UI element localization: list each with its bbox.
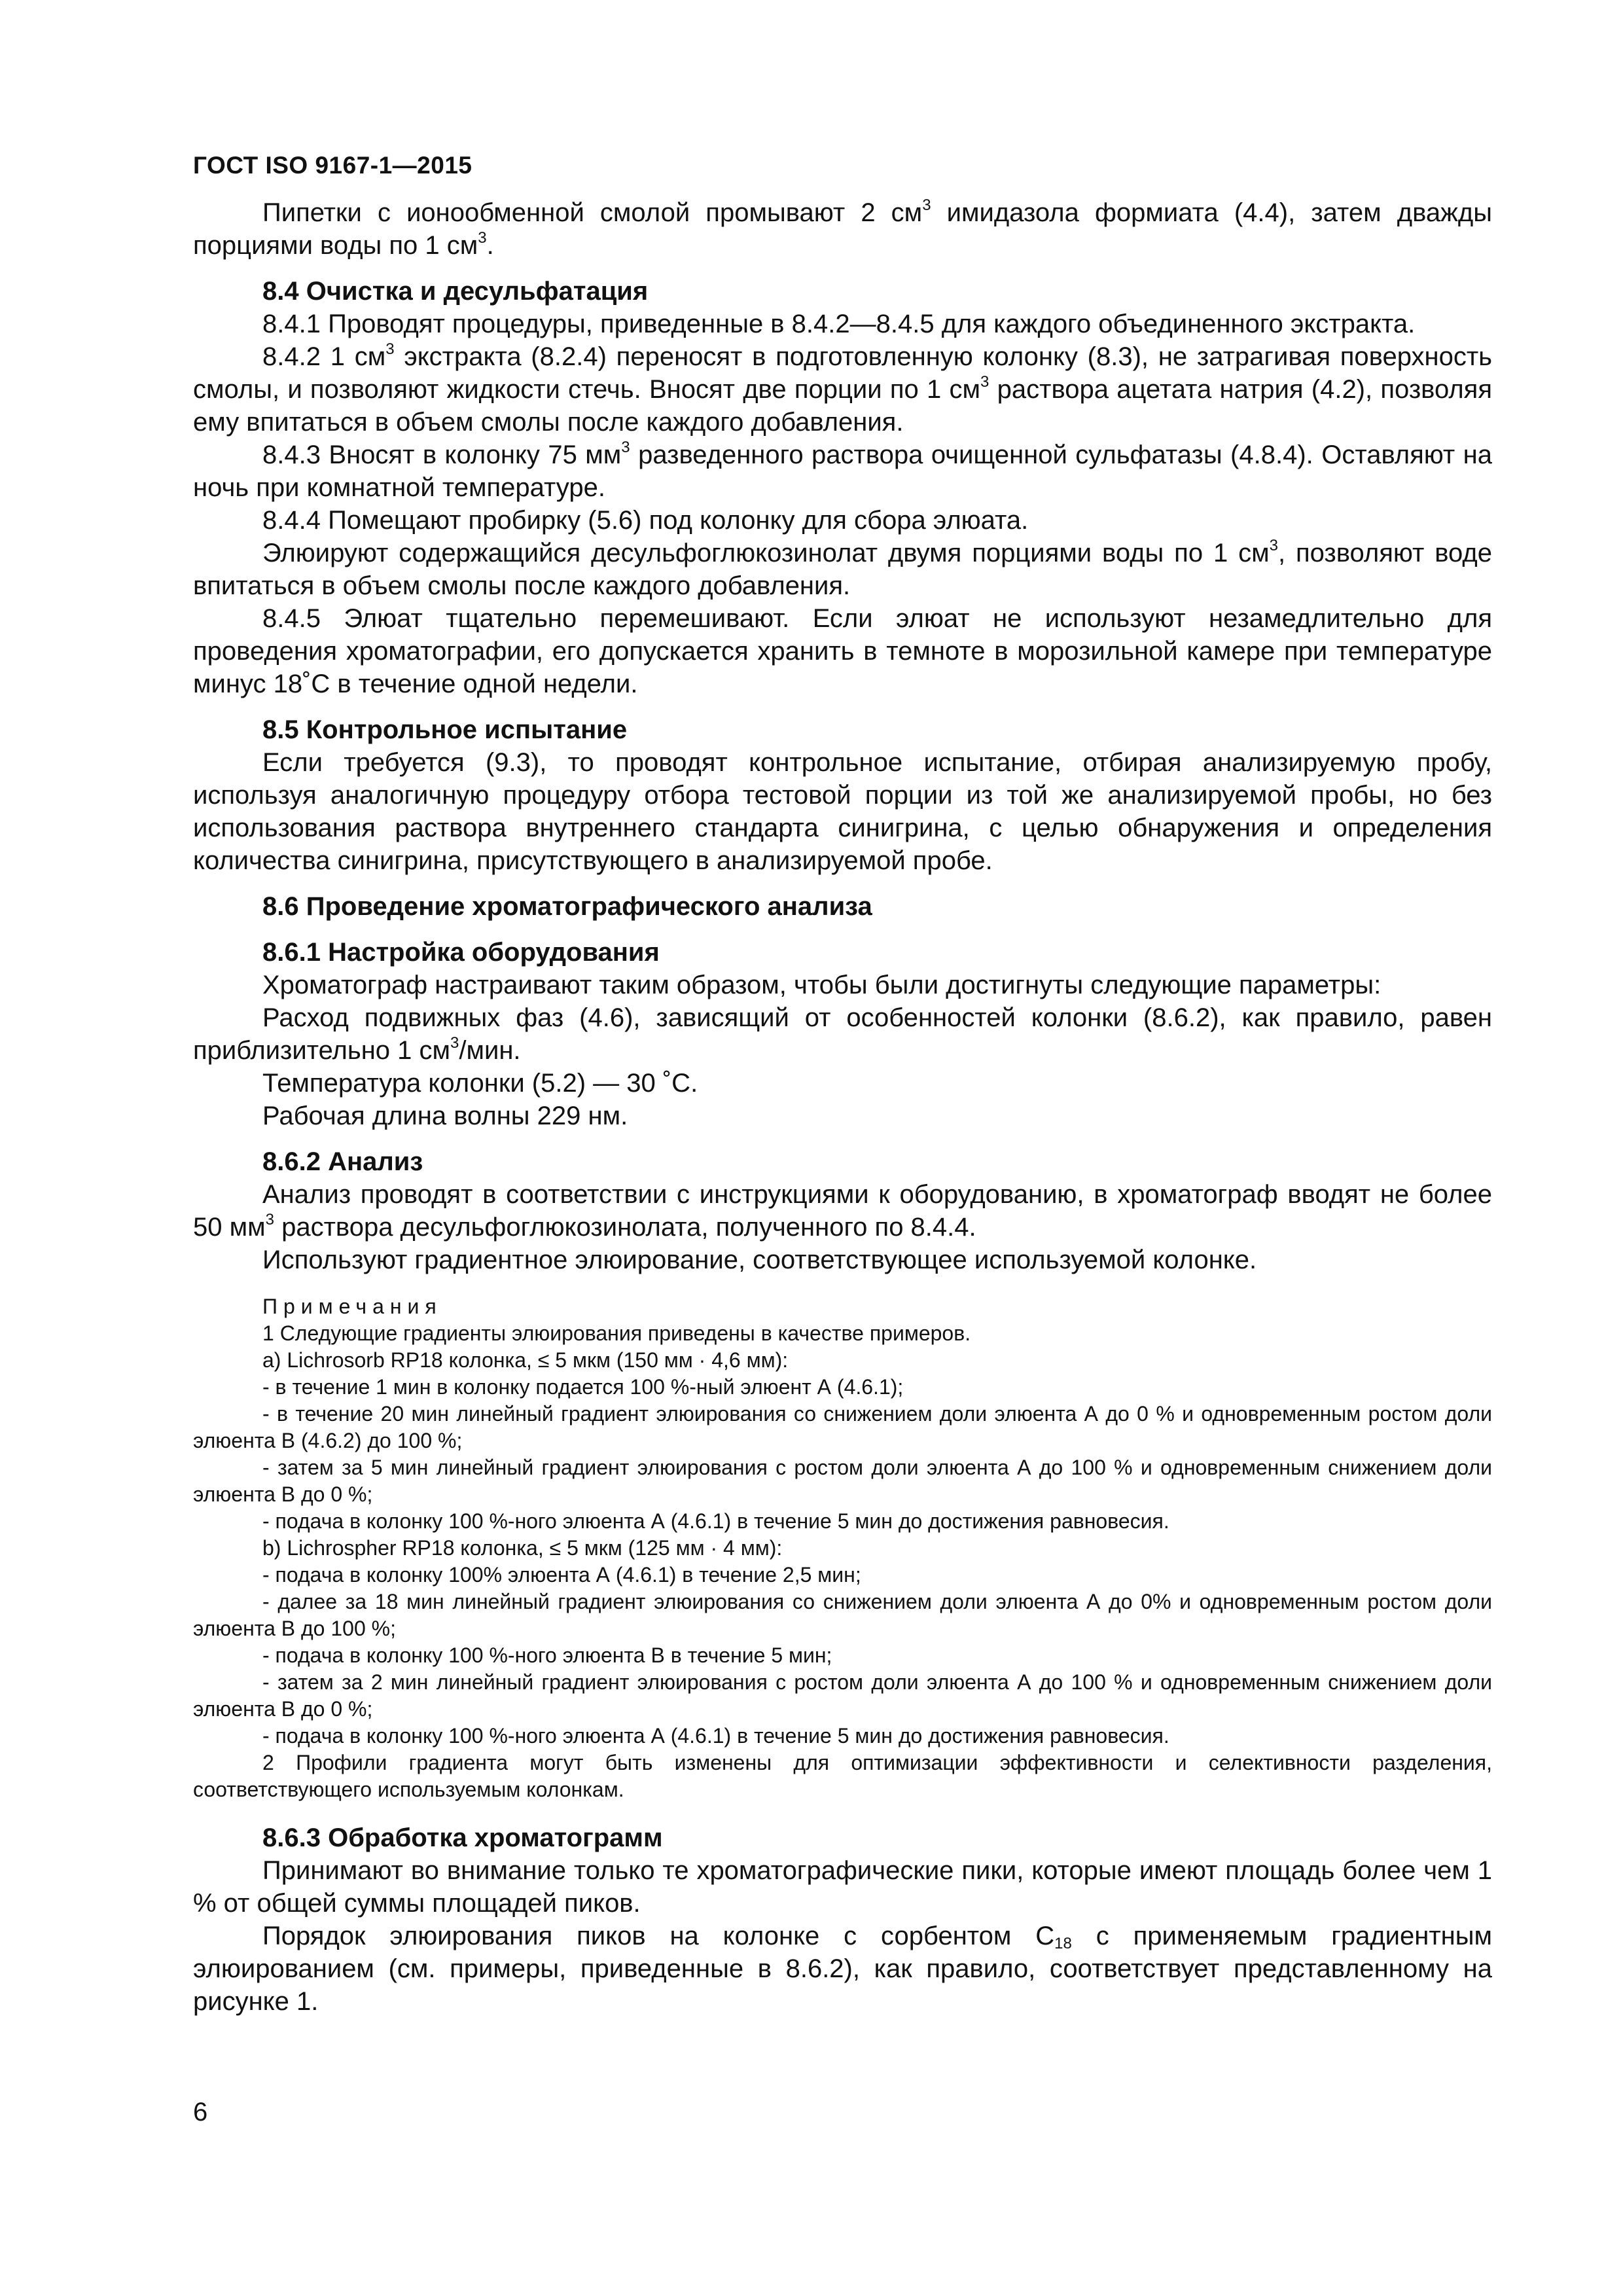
notes-title: Примечания	[262, 1295, 442, 1318]
paragraph-8-6-1-intro: Хроматограф настраивают таким образом, чтобы были достигнуты следующие параметры:	[262, 971, 1382, 999]
note-line: - подача в колонку 100 %-ного элюента В в течение 5 мин;	[262, 1643, 832, 1667]
paragraph-column-temp: Температура колонки (5.2) — 30 ˚С.	[262, 1069, 698, 1098]
section-8-6-2-heading: 8.6.2 Анализ	[262, 1147, 423, 1176]
paragraph-8-4-4: 8.4.4 Помещают пробирку (5.6) под колонку для сбора элюата.	[262, 506, 1029, 535]
paragraph-8-4-5: 8.4.5 Элюат тщательно перемешивают. Если элюат не используют незамедлительно для проведения хроматографии, его допускается хранить в темноте в морозильной камере при температуре минус 18˚С в течение одной недели.	[193, 604, 1492, 698]
document-body	[193, 196, 1492, 2018]
notes-block	[193, 1293, 1492, 1803]
paragraph-elution-order: Порядок элюирования пиков на колонке с сорбентом $С_{18}$ с применяемым градиентным элюированием (см. примеры, приведенные в 8.6.2), как правило, соответствует представленному на рисунке 1.	[193, 1922, 1493, 2016]
note-line: - подача в колонку 100 %-ного элюента А (4.6.1) в течение 5 мин до достижения равновесия.	[262, 1724, 1169, 1748]
note-line: 2 Профили градиента могут быть изменены для оптимизации эффективности и селективности разделения, соответствующего используемым колонкам.	[193, 1751, 1492, 1801]
paragraph-8-4-3: 8.4.3 Вносят в колонку 75 $мм^3$ разведенного раствора очищенной сульфатазы (4.8.4). Оставляют на ночь при комнатной температуре.	[193, 439, 1492, 502]
note-line: - подача в колонку 100 %-ного элюента А (4.6.1) в течение 5 мин до достижения равновесия.	[262, 1509, 1169, 1533]
note-line: - в течение 20 мин линейный градиент элюирования со снижением доли элюента А до 0 % и одновременным ростом доли элюента В (4.6.2) до 100 %;	[193, 1402, 1492, 1452]
note-line: b) Lichrospher RP18 колонка, ≤ 5 мкм (125 мм · 4 мм):	[262, 1536, 783, 1560]
paragraph-wavelength: Рабочая длина волны 229 нм.	[262, 1102, 628, 1130]
paragraph-flow-rate: Расход подвижных фаз (4.6), зависящий от особенностей колонки (8.6.2), как правило, равен приблизительно 1 $см^3$/мин.	[193, 1003, 1492, 1065]
paragraph-analysis: Анализ проводят в соответствии с инструкциями к оборудованию, в хроматограф вводят не более 50 $мм^3$ раствора десульфоглюкозинолата, полученного по 8.4.4.	[193, 1180, 1492, 1242]
note-line: - затем за 2 мин линейный градиент элюирования с ростом доли элюента А до 100 % и одновременным снижением доли элюента В до 0 %;	[193, 1670, 1492, 1721]
section-8-6-1-heading: 8.6.1 Настройка оборудования	[262, 938, 660, 967]
section-8-4-heading: 8.4 Очистка и десульфатация	[262, 277, 649, 306]
paragraph-8-6-3-peaks: Принимают во внимание только те хроматографические пики, которые имеют площадь более чем 1 % от общей суммы площадей пиков.	[193, 1856, 1492, 1918]
paragraph-8-5: Если требуется (9.3), то проводят контрольное испытание, отбирая анализируемую пробу, используя аналогичную процедуру отбора тестовой порции из той же анализируемой пробы, но без использования раствора внутреннего стандарта синигрина, с целью обнаружения и определения количества синигрина, присутствующего в анализируемой пробе.	[193, 748, 1492, 875]
section-8-5-heading: 8.5 Контрольное испытание	[262, 715, 628, 744]
paragraph-gradient: Используют градиентное элюирование, соответствующее используемой колонке.	[262, 1246, 1257, 1274]
section-8-6-heading: 8.6 Проведение хроматографического анализа	[262, 892, 872, 921]
note-line: - затем за 5 мин линейный градиент элюирования с ростом доли элюента А до 100 % и одновременным снижением доли элюента В до 0 %;	[193, 1456, 1492, 1506]
section-8-6-3-heading: 8.6.3 Обработка хроматограмм	[262, 1823, 663, 1852]
paragraph-8-4-2: 8.4.2 1 $см^3$ экстракта (8.2.4) переносят в подготовленную колонку (8.3), не затрагивая поверхность смолы, и позволяют жидкости стечь. Вносят две порции по 1 $см^3$ раствора ацетата натрия (4.2), позволяя ему впитаться в объем смолы после каждого добавления.	[193, 340, 1493, 437]
note-line: 1 Следующие градиенты элюирования приведены в качестве примеров.	[262, 1321, 971, 1345]
paragraph-8-4-1: 8.4.1 Проводят процедуры, приведенные в 8.4.2—8.4.5 для каждого объединенного экстракта.	[262, 310, 1416, 338]
note-line: - в течение 1 мин в колонку подается 100 %-ный элюент А (4.6.1);	[262, 1375, 904, 1399]
page-number: 6	[193, 2098, 208, 2126]
note-line: - далее за 18 мин линейный градиент элюирования со снижением доли элюента А до 0% и одновременным ростом доли элюента В до 100 %;	[193, 1590, 1492, 1640]
note-line: - подача в колонку 100% элюента А (4.6.1) в течение 2,5 мин;	[262, 1563, 861, 1587]
note-line: a) Lichrosorb RP18 колонка, ≤ 5 мкм (150 мм · 4,6 мм):	[262, 1348, 789, 1372]
document-header: ГОСТ ISO 9167-1—2015	[193, 152, 473, 179]
paragraph-elution: Элюируют содержащийся десульфоглюкозинолат двумя порциями воды по 1 $см^3$, позволяют воде впитаться в объем смолы после каждого добавления.	[193, 537, 1492, 600]
intro-paragraph: Пипетки с ионообменной смолой промывают 2 $см^3$ имидазола формиата (4.4), затем дважды порциями воды по 1 $см^3$.	[193, 196, 1492, 260]
